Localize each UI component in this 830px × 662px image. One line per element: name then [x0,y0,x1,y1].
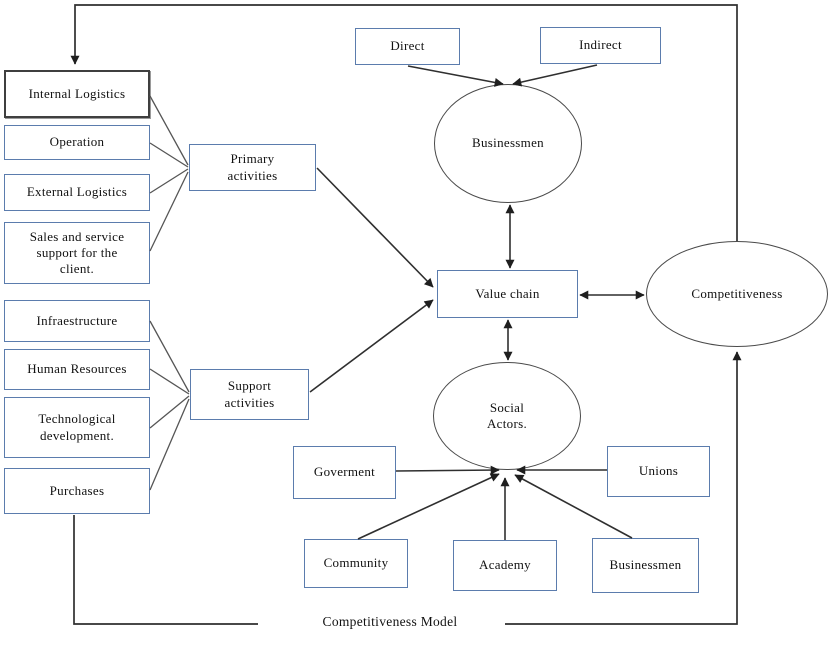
node-label: Primary activities [227,151,278,183]
line-human-resources-support [150,369,189,394]
node-label: Internal Logistics [28,85,126,101]
line-purchases-support [150,399,189,490]
node-label: Operation [49,134,105,150]
fan-lines-primary [150,96,188,251]
node-unions [607,446,710,497]
node-direct [355,28,460,65]
feedback-loop [74,5,737,624]
node-label: Sales and service support for the client. [29,228,125,277]
node-indirect [540,27,661,64]
node-community [304,539,408,588]
diagram-caption: Competitiveness Model [300,614,480,630]
node-value-chain [437,270,578,318]
line-sales-service-primary [150,172,188,251]
node-label: Infraestructure [36,312,118,328]
line-external-logistics-primary [150,169,188,193]
node-label: Value chain [475,285,540,301]
arrow-primary-to-value-chain [317,168,433,287]
node-label: Direct [390,38,425,54]
feedback-bottom-left-segment [74,515,258,624]
node-label: Social Actors. [486,399,527,431]
node-label: Goverment [313,464,376,480]
node-label: Businessmen [609,557,682,573]
node-label: Indirect [579,37,622,53]
node-operation [4,125,150,160]
node-tech-development [4,397,150,458]
node-label: Community [323,555,389,571]
node-label: Support activities [224,378,275,410]
node-competitiveness [646,241,828,347]
line-operation-primary [150,143,188,167]
node-businessmen-top [434,84,582,203]
node-sales-service [4,222,150,284]
node-primary-activities [189,144,316,191]
node-social-actors [433,362,581,470]
node-purchases [4,468,150,514]
node-infrastructure [4,300,150,342]
node-internal-logistics [4,70,150,118]
line-internal-logistics-primary [150,96,188,165]
line-tech-development-support [150,396,189,428]
node-support-activities [190,369,309,420]
node-goverment [293,446,396,499]
node-label: Unions [638,463,679,479]
node-businessmen-bottom [592,538,699,593]
node-label: Competitiveness [691,285,783,301]
arrow-goverment-to-social-actors [396,470,499,471]
arrow-indirect-to-businessmen [513,65,597,84]
node-academy [453,540,557,591]
arrow-direct-to-businessmen [408,66,503,84]
node-label: Purchases [49,482,105,498]
node-label: Academy [479,557,531,573]
fan-lines-support [150,321,189,490]
line-infrastructure-support [150,321,189,392]
node-external-logistics [4,174,150,211]
node-label: Technological development. [38,411,116,443]
node-label: External Logistics [26,184,128,200]
node-label: Businessmen [472,135,544,151]
arrow-support-to-value-chain [310,300,433,392]
node-human-resources [4,349,150,390]
node-label: Human Resources [27,361,127,377]
